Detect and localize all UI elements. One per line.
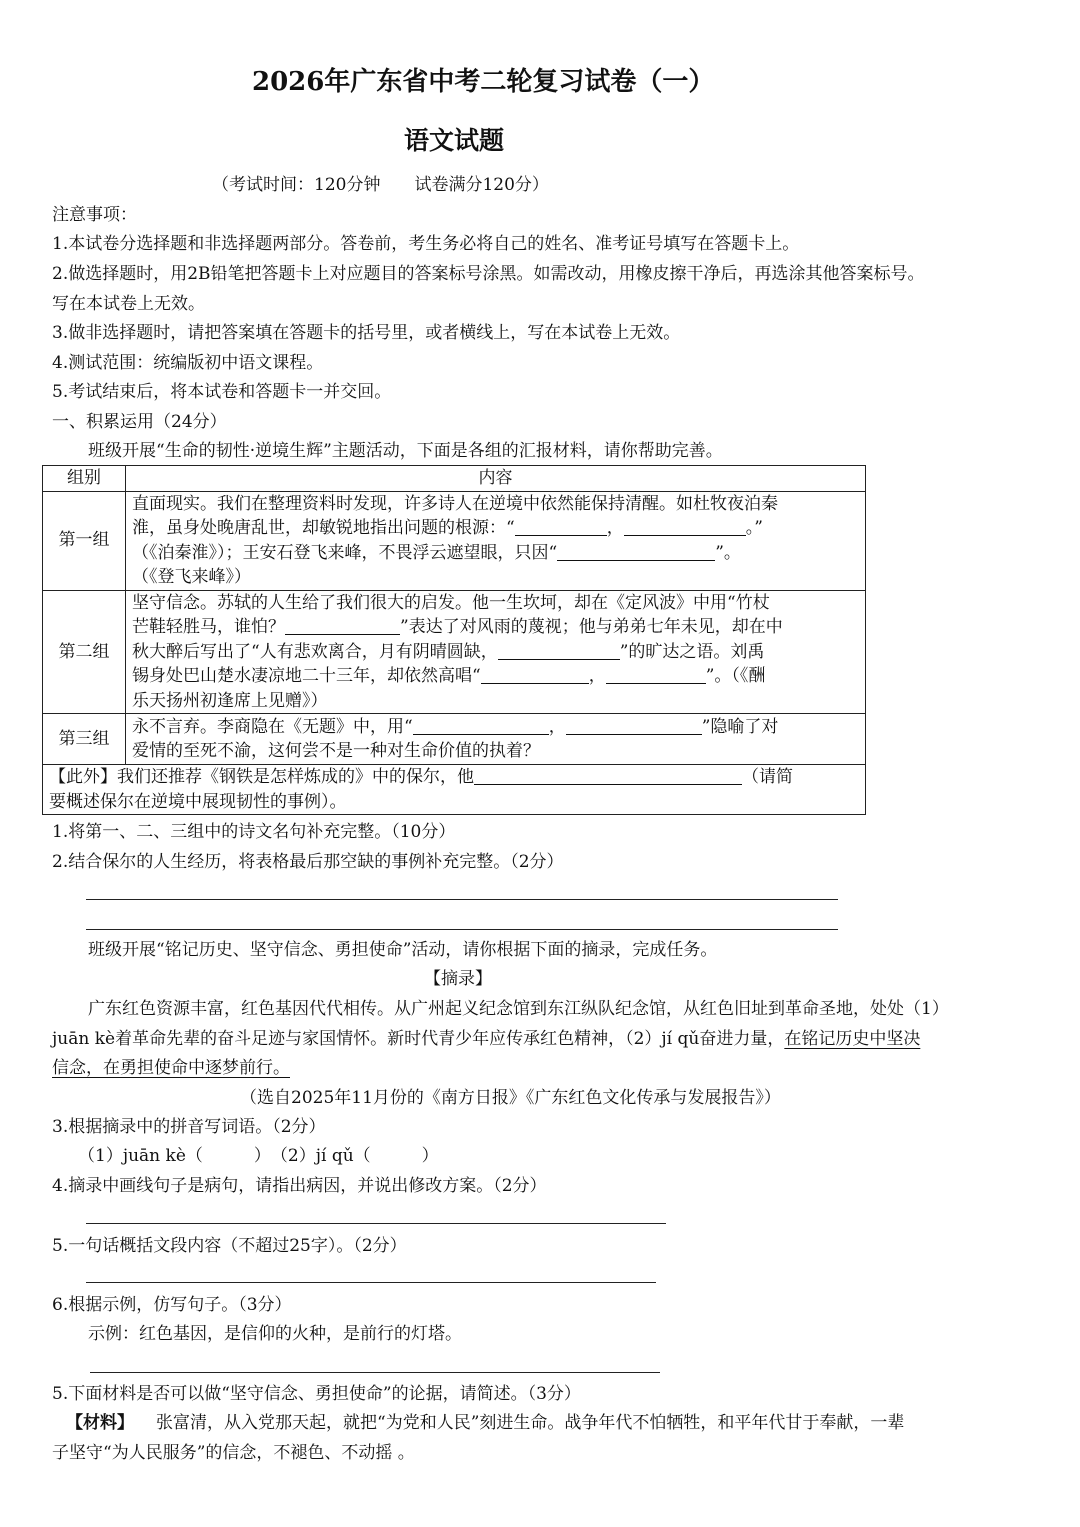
question-2: 2.结合保尔的人生经历，将表格最后那空缺的事例补充完整。（2分） (52, 852, 564, 872)
answer-blank[interactable] (474, 768, 742, 785)
group-content (126, 491, 866, 590)
question-5: 5.一句话概括文段内容（不超过25字）。（2分） (52, 1236, 407, 1256)
notice-heading: 注意事项： (52, 205, 137, 225)
answer-blank[interactable] (481, 667, 589, 684)
group-content (126, 714, 866, 765)
content-line: 锡身处巴山楚水凄凉地二十三年，却依然高唱“ ， ”。（《酬 (132, 666, 766, 686)
excerpt-title: 【摘录】 (424, 969, 492, 989)
notice-item: 2.做选择题时，用2B铅笔把答题卡上对应题目的答案标号涂黑。如需改动，用橡皮擦干净后，再选涂其他答案标号。 (52, 264, 925, 284)
answer-line[interactable] (86, 1282, 656, 1283)
table-header-content: 内容 (126, 466, 866, 492)
material-line: 子坚守“为人民服务”的信念，不褪色、不动摇 。 (52, 1443, 415, 1463)
answer-blank[interactable] (624, 519, 746, 536)
question-6: 6.根据示例，仿写句子。（3分） (52, 1295, 292, 1315)
answer-blank[interactable] (557, 544, 715, 561)
group-name: 第二组 (43, 590, 126, 714)
group-name: 第一组 (43, 491, 126, 590)
content-line: 秋大醉后写出了“人有悲欢离合，月有阴晴圆缺， ”的旷达之语。刘禹 (132, 641, 765, 662)
question-4: 4.摘录中画线句子是病句，请指出病因，并说出修改方案。（2分） (52, 1176, 547, 1196)
page-title: 2026年广东省中考二轮复习试卷（一） (252, 67, 715, 97)
question-3: 3.根据摘录中的拼音写词语。（2分） (52, 1117, 326, 1137)
answer-line[interactable] (86, 929, 838, 930)
answer-line[interactable] (86, 1223, 666, 1224)
content-line: 爱情的至死不渝，这何尝不是一种对生命价值的执着？ (132, 741, 540, 761)
content-line: 芒鞋轻胜马，谁怕？ ”表达了对风雨的蔑视；他与弟弟七年未见，却在中 (132, 617, 783, 637)
answer-blank[interactable] (498, 643, 620, 660)
answer-blank[interactable] (285, 618, 400, 635)
content-line: （《泊秦淮》）；王安石登飞来峰，不畏浮云遮望眼，只因“ ”。 (132, 542, 741, 563)
table-row (43, 714, 866, 765)
material-line: 【材料】 张富清，从入党那天起，就把“为党和人民”刻进生命。战争年代不怕牺牲，和平年代甘于奉献，一辈 (66, 1413, 905, 1433)
notice-item: 3.做非选择题时，请把答案填在答题卡的括号里，或者横线上，写在本试卷上无效。 (52, 323, 681, 343)
page-subtitle: 语文试题 (404, 126, 505, 155)
question-3-sub: （1）juān kè（ ） （2）jí qǔ（ ） (78, 1146, 439, 1166)
exam-info: （考试时间：120分钟 试卷满分120分） (212, 175, 549, 195)
underlined-sentence: 信念，在勇担使命中逐梦前行。 (52, 1058, 290, 1078)
content-line: 淮，虽身处晚唐乱世，却敏锐地指出问题的根源：“ ， 。” (132, 518, 763, 538)
content-line: 坚守信念。苏轼的人生给了我们很大的启发。他一生坎坷，却在《定风波》中用“竹杖 (132, 592, 770, 613)
question-6-example: 示例：红色基因，是信仰的火种，是前行的灯塔。 (88, 1324, 462, 1344)
table-header-group: 组别 (43, 466, 126, 492)
section-intro: 班级开展“生命的韧性·逆境生辉”主题活动，下面是各组的汇报材料，请你帮助完善。 (88, 441, 723, 461)
notice-item: 5.考试结束后，将本试卷和答题卡一并交回。 (52, 382, 392, 402)
content-line: 要概述保尔在逆境中展现韧性的事例）。 (49, 791, 347, 812)
answer-line[interactable] (86, 899, 838, 900)
answer-blank[interactable] (566, 718, 702, 735)
excerpt-line: juān kè着革命先辈的奋斗足迹与家国情怀。新时代青少年应传承红色精神，（2）jí qǔ奋进力量，在铭记历史中坚决 (52, 1029, 921, 1049)
group-content (126, 590, 866, 714)
extra-content (43, 765, 866, 815)
content-line: 直面现实。我们在整理资料时发现，许多诗人在逆境中依然能保持清醒。如杜牧夜泊秦 (132, 493, 778, 514)
content-line: 永不言弃。李商隐在《无题》中，用“ ， ”隐喻了对 (132, 716, 779, 737)
group-name: 第三组 (43, 714, 126, 765)
answer-blank[interactable] (413, 718, 549, 735)
content-line: 【此外】我们还推荐《钢铁是怎样炼成的》中的保尔，他 （请简 (49, 767, 793, 787)
table-row (43, 590, 866, 714)
activity-intro: 班级开展“铭记历史、坚守信念、勇担使命”活动，请你根据下面的摘录，完成任务。 (88, 940, 718, 960)
notice-item: 写在本试卷上无效。 (52, 294, 205, 314)
question-1: 1.将第一、二、三组中的诗文名句补充完整。（10分） (52, 822, 456, 842)
content-line: （《登飞来峰》） (132, 567, 251, 587)
underlined-sentence: 在铭记历史中坚决 (784, 1029, 921, 1049)
table-row (43, 491, 866, 590)
notice-item: 4.测试范围：统编版初中语文课程。 (52, 353, 324, 373)
answer-line[interactable] (90, 1372, 660, 1373)
excerpt-line: 广东红色资源丰富，红色基因代代相传。从广州起义纪念馆到东江纵队纪念馆，从红色旧址到革命圣地，处处（1） (88, 999, 949, 1019)
report-table (42, 465, 866, 815)
notice-item: 1.本试卷分选择题和非选择题两部分。答卷前，考生务必将自己的姓名、准考证号填写在答题卡上。 (52, 234, 800, 254)
content-line: 乐天扬州初逢席上见赠》） (132, 690, 328, 711)
answer-blank[interactable] (515, 519, 607, 536)
answer-blank[interactable] (606, 667, 706, 684)
table-row (43, 765, 866, 815)
excerpt-source: （选自2025年11月份的《南方日报》《广东红色文化传承与发展报告》） (240, 1088, 781, 1108)
question-7: 5.下面材料是否可以做“坚守信念、勇担使命”的论据，请简述。（3分） (52, 1384, 581, 1404)
section-heading: 一、积累运用（24分） (52, 412, 227, 432)
